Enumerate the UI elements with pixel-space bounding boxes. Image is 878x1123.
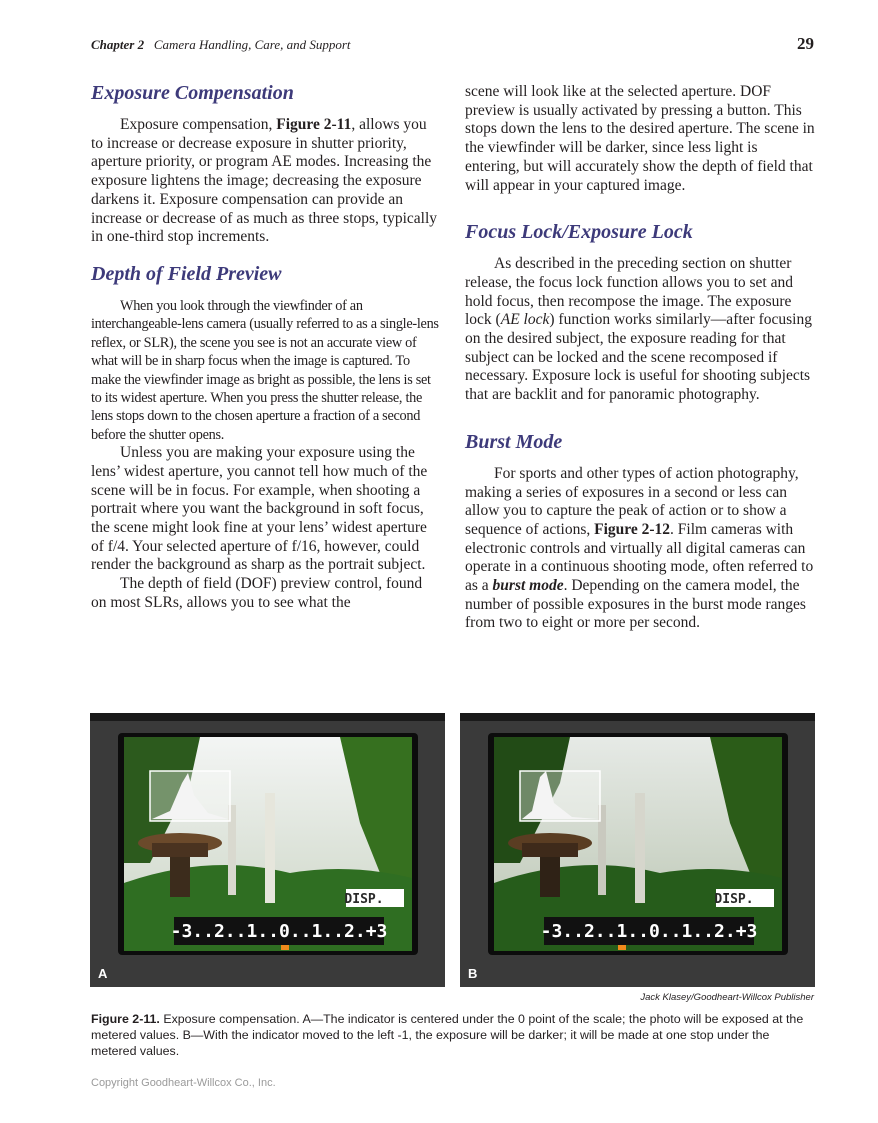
chapter-label: Chapter 2 (91, 37, 145, 52)
right-column (465, 83, 815, 633)
dof-paragraph-1: When you look through the viewfinder of an interchangeable-lens camera (usually referred to as a single-lens reflex, or SLR), the scene you see is not an accurate view of what will be in sharp focus when the image is captured. To make the viewfinder image as bright as possible, the lens is set to its widest aperture. When you press the shutter release, the lens stops down to the chosen aperture a fraction of a second before the shutter opens. (91, 297, 439, 443)
caption-label: Figure 2-11. (91, 1012, 160, 1026)
page-number: 29 (797, 34, 814, 53)
dof-paragraph-2: Unless you are making your exposure using the lens’ widest aperture, you cannot tell how much of the scene will be in focus. For example, when shooting a portrait where you want the background in soft focus, the scene might look fine at your lens’ widest aperture of f/4. Your selected aperture of f/16, however, could render the background as sharp as the portrait subject. (91, 444, 428, 574)
exposure-scale-text: -3..2..1..0..1..2.+3 (540, 921, 758, 942)
text-run: Exposure compensation, (120, 116, 277, 133)
chapter-title: Camera Handling, Care, and Support (153, 37, 351, 52)
text-run: As described in the preceding section on shutter release, the focus lock function allows you to set and hold focus, then recompose the image. The exposure lock ( (465, 255, 793, 329)
dof-paragraph-3-continued: scene will look like at the selected aperture. DOF preview is usually activated by pressing a button. This stops down the lens to the desired aperture. The scene in the viewfinder will be darker, since less light is entering, but will accurately show the depth of field that will appear in your captured image. (465, 83, 815, 194)
figure-panel-b (460, 713, 815, 987)
focus-lock-paragraph (465, 255, 815, 405)
left-column (91, 80, 441, 613)
text-run: ) function works similarly—after focusing on the desired subject, the exposure reading for that subject can be locked and the scene recomposed if necessary. Exposure lock is useful for shooting subjects that are backlit and for panoramic photography. (465, 311, 812, 404)
section-heading-exposure-compensation: Exposure Compensation (91, 82, 294, 104)
term: burst mode (492, 577, 564, 595)
section-heading-depth-of-field: Depth of Field Preview (91, 262, 282, 285)
exposure-compensation-paragraph (91, 116, 441, 247)
figure-reference: Figure 2-12 (594, 520, 671, 538)
panel-label-b: B (468, 966, 478, 981)
section-heading-burst-mode: Burst Mode (465, 430, 563, 453)
text-run: . Depending on the camera model, the number of possible exposures in the burst mode ranges from two to eight or more per second. (465, 577, 806, 632)
section-heading-focus-lock: Focus Lock/Exposure Lock (465, 221, 693, 244)
photo-credit: Jack Klasey/Goodheart-Willcox Publisher (640, 992, 814, 1003)
disp-label: DISP. (344, 892, 384, 907)
text-run: For sports and other types of action photography, making a series of exposures in a second or less can allow you to capture the peak of action or to show a sequence of actions, (465, 464, 799, 538)
exposure-indicator (618, 945, 626, 950)
disp-label: DISP. (714, 892, 754, 907)
figure-caption (91, 1011, 816, 1059)
dof-paragraph-3: The depth of field (DOF) preview control, found on most SLRs, allows you to see what the (91, 575, 423, 611)
running-head (91, 36, 814, 56)
text-run: . Film cameras with electronic controls and virtually all digital cameras can operate in a continuous shooting mode, often referred to as a (465, 520, 814, 595)
exposure-indicator (281, 945, 289, 950)
term: AE lock (500, 311, 550, 329)
copyright-footer: Copyright Goodheart-Willcox Co., Inc. (91, 1077, 276, 1089)
figure-reference: Figure 2-11 (276, 116, 352, 133)
camera-lcd-photo-a (90, 713, 445, 987)
burst-mode-paragraph (465, 465, 815, 633)
panel-label-a: A (98, 966, 108, 981)
chapter-heading (91, 37, 351, 52)
figure-panel-a (90, 713, 445, 987)
text-run: , allows you to increase or decrease exposure in shutter priority, aperture priority, or program AE modes. Increasing the exposure lightens the image; decreasing the exposure darkens it. Exposure compensation can provide an increase or decrease of as much as three stops, typically in one-third stop increments. (91, 116, 438, 246)
exposure-scale-text: -3..2..1..0..1..2.+3 (170, 921, 388, 942)
caption-text: Exposure compensation. A—The indicator is centered under the 0 point of the scale; the photo will be exposed at the metered values. B—With the indicator moved to the left -1, the exposure will be darker; it will be made at one stop under the metered values. (91, 1012, 804, 1058)
camera-lcd-photo-b (460, 713, 815, 987)
